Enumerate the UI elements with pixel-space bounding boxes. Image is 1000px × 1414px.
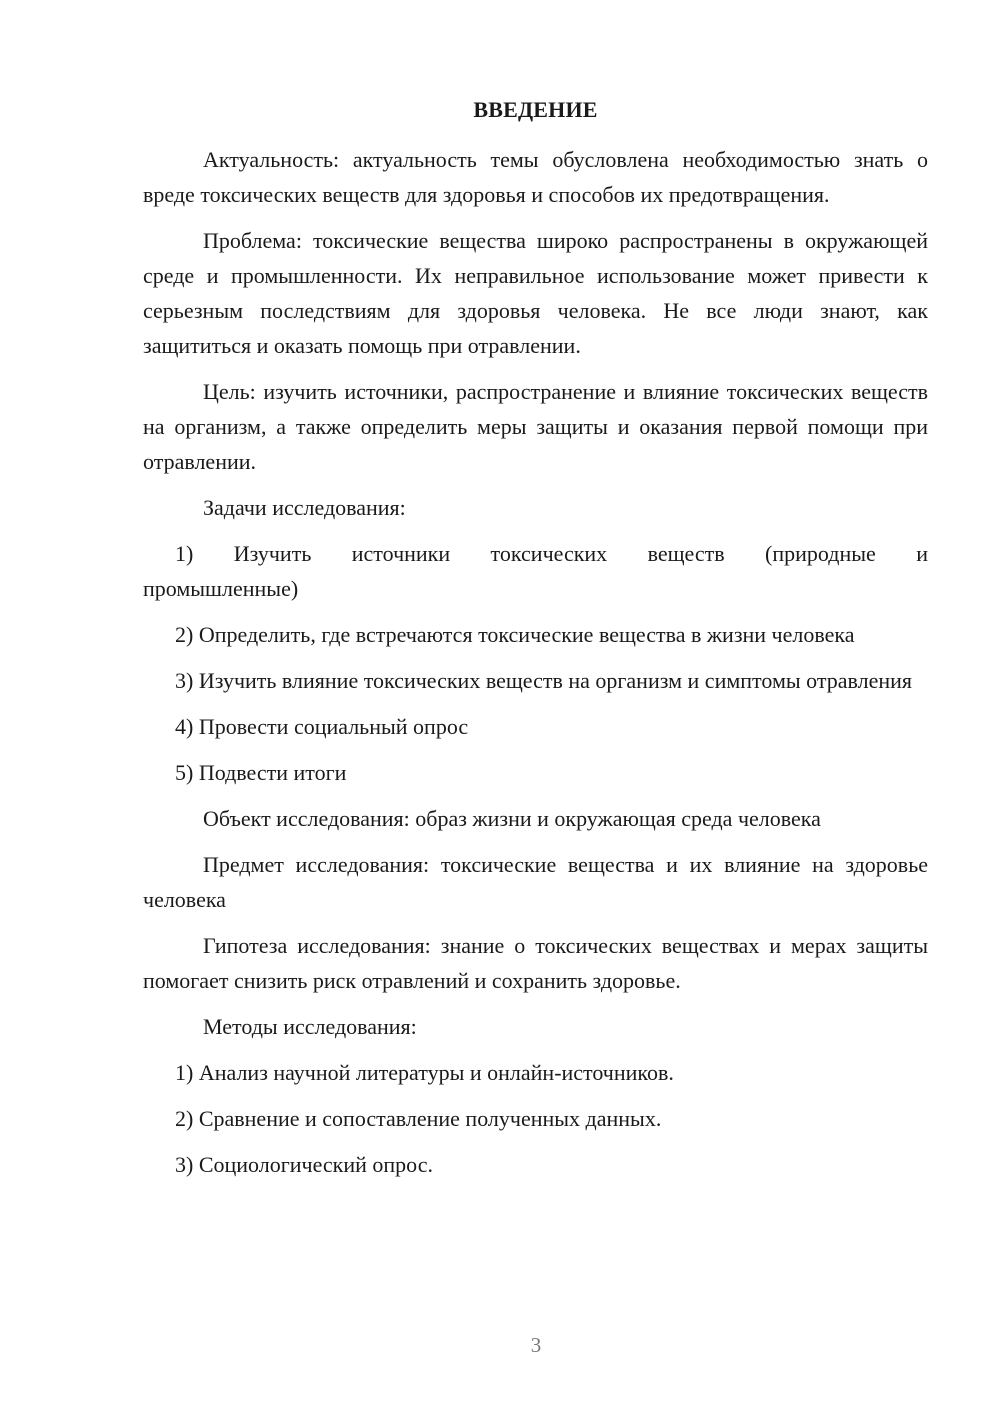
- method-item: 3) Социологический опрос.: [175, 1152, 433, 1177]
- task-item: 1) Изучить источники токсических веществ (природные и промышленные): [143, 541, 928, 601]
- method-item: 1) Анализ научной литературы и онлайн-источников.: [175, 1060, 674, 1085]
- paragraph-goal: Цель: изучить источники, распространение и влияние токсических веществ на организм, а также определить меры защиты и оказания первой помощи при отравлении.: [143, 379, 928, 474]
- method-item: 2) Сравнение и сопоставление полученных данных.: [175, 1106, 662, 1131]
- paragraph-subject: Предмет исследования: токсические вещества и их влияние на здоровье человека: [143, 852, 928, 912]
- tasks-heading: Задачи исследования:: [203, 495, 406, 520]
- task-item: 3) Изучить влияние токсических веществ на организм и симптомы отравления: [175, 668, 913, 693]
- task-item: 5) Подвести итоги: [175, 760, 347, 785]
- paragraph-relevance: Актуальность: актуальность темы обусловлена необходимостью знать о вреде токсических веществ для здоровья и способов их предотвращения.: [143, 147, 928, 207]
- task-item: 4) Провести социальный опрос: [175, 714, 469, 739]
- page-content: [143, 92, 928, 1193]
- section-title: ВВЕДЕНИЕ: [473, 97, 598, 122]
- page-number: 3: [530, 1333, 542, 1357]
- task-item: 2) Определить, где встречаются токсические вещества в жизни человека: [175, 622, 855, 647]
- paragraph-problem: Проблема: токсические вещества широко распространены в окружающей среде и промышленности. Их неправильное использование может привести к серьезным последствиям для здоровья человека. Не все люди знают, как защититься и оказать помощь при отравлении.: [143, 228, 928, 358]
- paragraph-object: Объект исследования: образ жизни и окружающая среда человека: [203, 806, 821, 831]
- paragraph-hypothesis: Гипотеза исследования: знание о токсических веществах и мерах защиты помогает снизить риск отравлений и сохранить здоровье.: [143, 933, 928, 993]
- methods-heading: Методы исследования:: [203, 1014, 417, 1039]
